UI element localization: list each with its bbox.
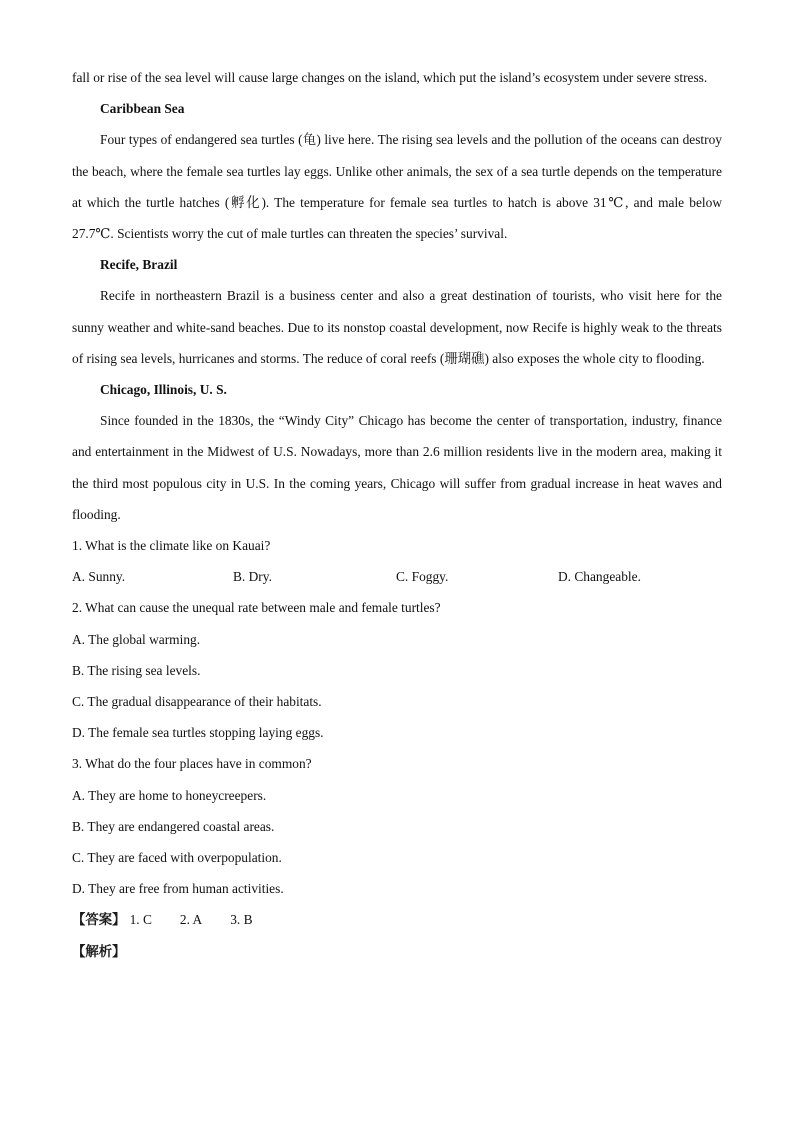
question-1-stem: 1. What is the climate like on Kauai?	[72, 538, 271, 554]
question-2-option-d: D. The female sea turtles stopping laying eggs.	[72, 725, 324, 741]
section-heading-caribbean: Caribbean Sea	[100, 101, 185, 117]
question-1-option-a: A. Sunny.	[72, 569, 126, 585]
question-2-option-c: C. The gradual disappearance of their habitats.	[72, 694, 322, 710]
section-heading-chicago: Chicago, Illinois, U. S.	[100, 382, 227, 398]
section-text-recife: Recife in northeastern Brazil is a business center and also a great destination of tourists, who visit here for the sunny weather and white-sand beaches. Due to its nonstop coastal development, now Recife is highly weak to the threats of rising sea levels, hurricanes and storms. The reduce of coral reefs (珊瑚礁) also exposes the whole city to flooding.	[72, 288, 722, 366]
question-3-option-d: D. They are free from human activities.	[72, 881, 284, 897]
question-1-option-d: D. Changeable.	[558, 569, 641, 585]
question-3-option-b: B. They are endangered coastal areas.	[72, 818, 275, 834]
question-1-options	[72, 561, 722, 592]
answer-line	[72, 904, 722, 935]
document-page	[72, 62, 722, 967]
question-3-option-c: C. They are faced with overpopulation.	[72, 850, 282, 866]
question-3-option-a: A. They are home to honeycreepers.	[72, 787, 267, 803]
question-3-stem: 3. What do the four places have in common?	[72, 756, 312, 772]
section-text-chicago: Since founded in the 1830s, the “Windy City” Chicago has become the center of transportation, industry, finance and entertainment in the Midwest of U.S. Nowadays, more than 2.6 million residents live in the modern area, making it the third most populous city in U.S. In the coming years, Chicago will suffer from gradual increase in heat waves and flooding.	[72, 413, 722, 522]
answer-item-2: 2. A	[179, 912, 203, 928]
answer-item-1: 1. C	[129, 912, 152, 928]
intro-tail-paragraph: fall or rise of the sea level will cause large changes on the island, which put the island’s ecosystem under severe stress.	[72, 70, 708, 85]
question-1-option-c: C. Foggy.	[396, 569, 449, 585]
answer-label: 【答案】	[72, 912, 126, 928]
question-2-option-b: B. The rising sea levels.	[72, 662, 201, 678]
question-1-option-b: B. Dry.	[233, 569, 272, 585]
analysis-line	[72, 936, 722, 967]
section-text-caribbean: Four types of endangered sea turtles (龟) live here. The rising sea levels and the pollution of the oceans can destroy the beach, where the female sea turtles lay eggs. Unlike other animals, the sex of a sea turtle depends on the temperature at which the turtle hatches (孵化). The temperature for female sea turtles to hatch is above 31℃, and male below 27.7℃. Scientists worry the cut of male turtles can threaten the species’ survival.	[72, 132, 722, 242]
analysis-label: 【解析】	[72, 943, 126, 959]
section-heading-recife: Recife, Brazil	[100, 257, 178, 273]
question-2-option-a: A. The global warming.	[72, 631, 201, 647]
answer-item-3: 3. B	[230, 912, 253, 928]
question-2-stem: 2. What can cause the unequal rate between male and female turtles?	[72, 600, 441, 616]
